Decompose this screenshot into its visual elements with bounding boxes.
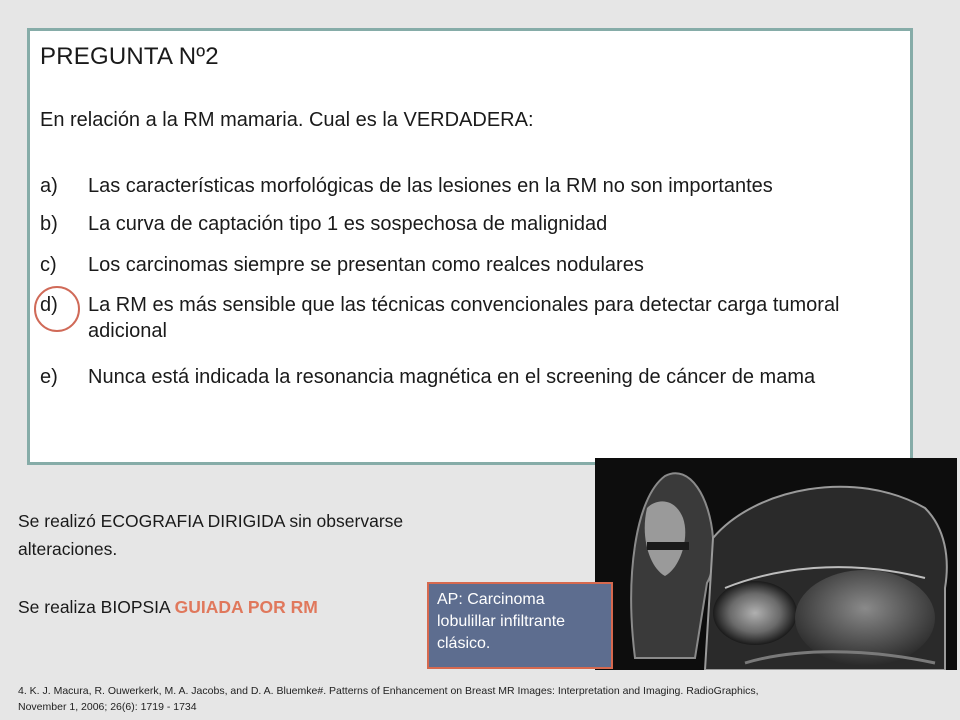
option-text: La curva de captación tipo 1 es sospechosa de malignidad xyxy=(88,213,608,235)
biopsy-highlight: GUIADA POR RM xyxy=(174,597,318,617)
option-letter-text: d) xyxy=(40,294,58,316)
option-text: La RM es más sensible que las técnicas convencionales para detectar carga tumoral adicional xyxy=(88,294,840,342)
option-d xyxy=(40,292,900,344)
reference-line1: 4. K. J. Macura, R. Ouwerkerk, M. A. Jacobs, and D. A. Bluemke#. Patterns of Enhancement on Breast MR Images: Interpretation and Imaging. RadioGraphics, xyxy=(18,685,759,697)
question-box xyxy=(27,28,913,465)
biopsy-prefix: Se realiza BIOPSIA xyxy=(18,597,175,617)
biopsy-note xyxy=(18,594,318,620)
option-c xyxy=(40,252,900,278)
option-text: Los carcinomas siempre se presentan como realces nodulares xyxy=(88,254,644,276)
option-text: Nunca está indicada la resonancia magnética en el screening de cáncer de mama xyxy=(88,366,816,388)
option-letter: b) xyxy=(40,213,58,235)
option-letter: c) xyxy=(40,254,57,276)
option-text: Las características morfológicas de las lesiones en la RM no son importantes xyxy=(88,175,773,197)
mri-illustration xyxy=(595,458,957,670)
pathology-result-box: AP: Carcinoma lobulillar infiltrante clásico. xyxy=(427,582,613,669)
option-a xyxy=(40,173,900,199)
ultrasound-note-line1: Se realizó ECOGRAFIA DIRIGIDA sin observarse xyxy=(18,511,404,531)
reference-citation xyxy=(18,683,948,715)
question-prompt: En relación a la RM mamaria. Cual es la VERDADERA: xyxy=(40,109,534,131)
option-letter: e) xyxy=(40,366,58,388)
option-letter: a) xyxy=(40,175,58,197)
option-b xyxy=(40,211,900,237)
ultrasound-note-line2: alteraciones. xyxy=(18,539,118,559)
selected-answer-circle xyxy=(34,286,80,332)
reference-line2: November 1, 2006; 26(6): 1719 - 1734 xyxy=(18,701,197,713)
option-letter xyxy=(40,292,88,344)
breast-mri-image xyxy=(595,458,957,670)
question-title: PREGUNTA Nº2 xyxy=(40,43,219,70)
option-e xyxy=(40,364,900,390)
